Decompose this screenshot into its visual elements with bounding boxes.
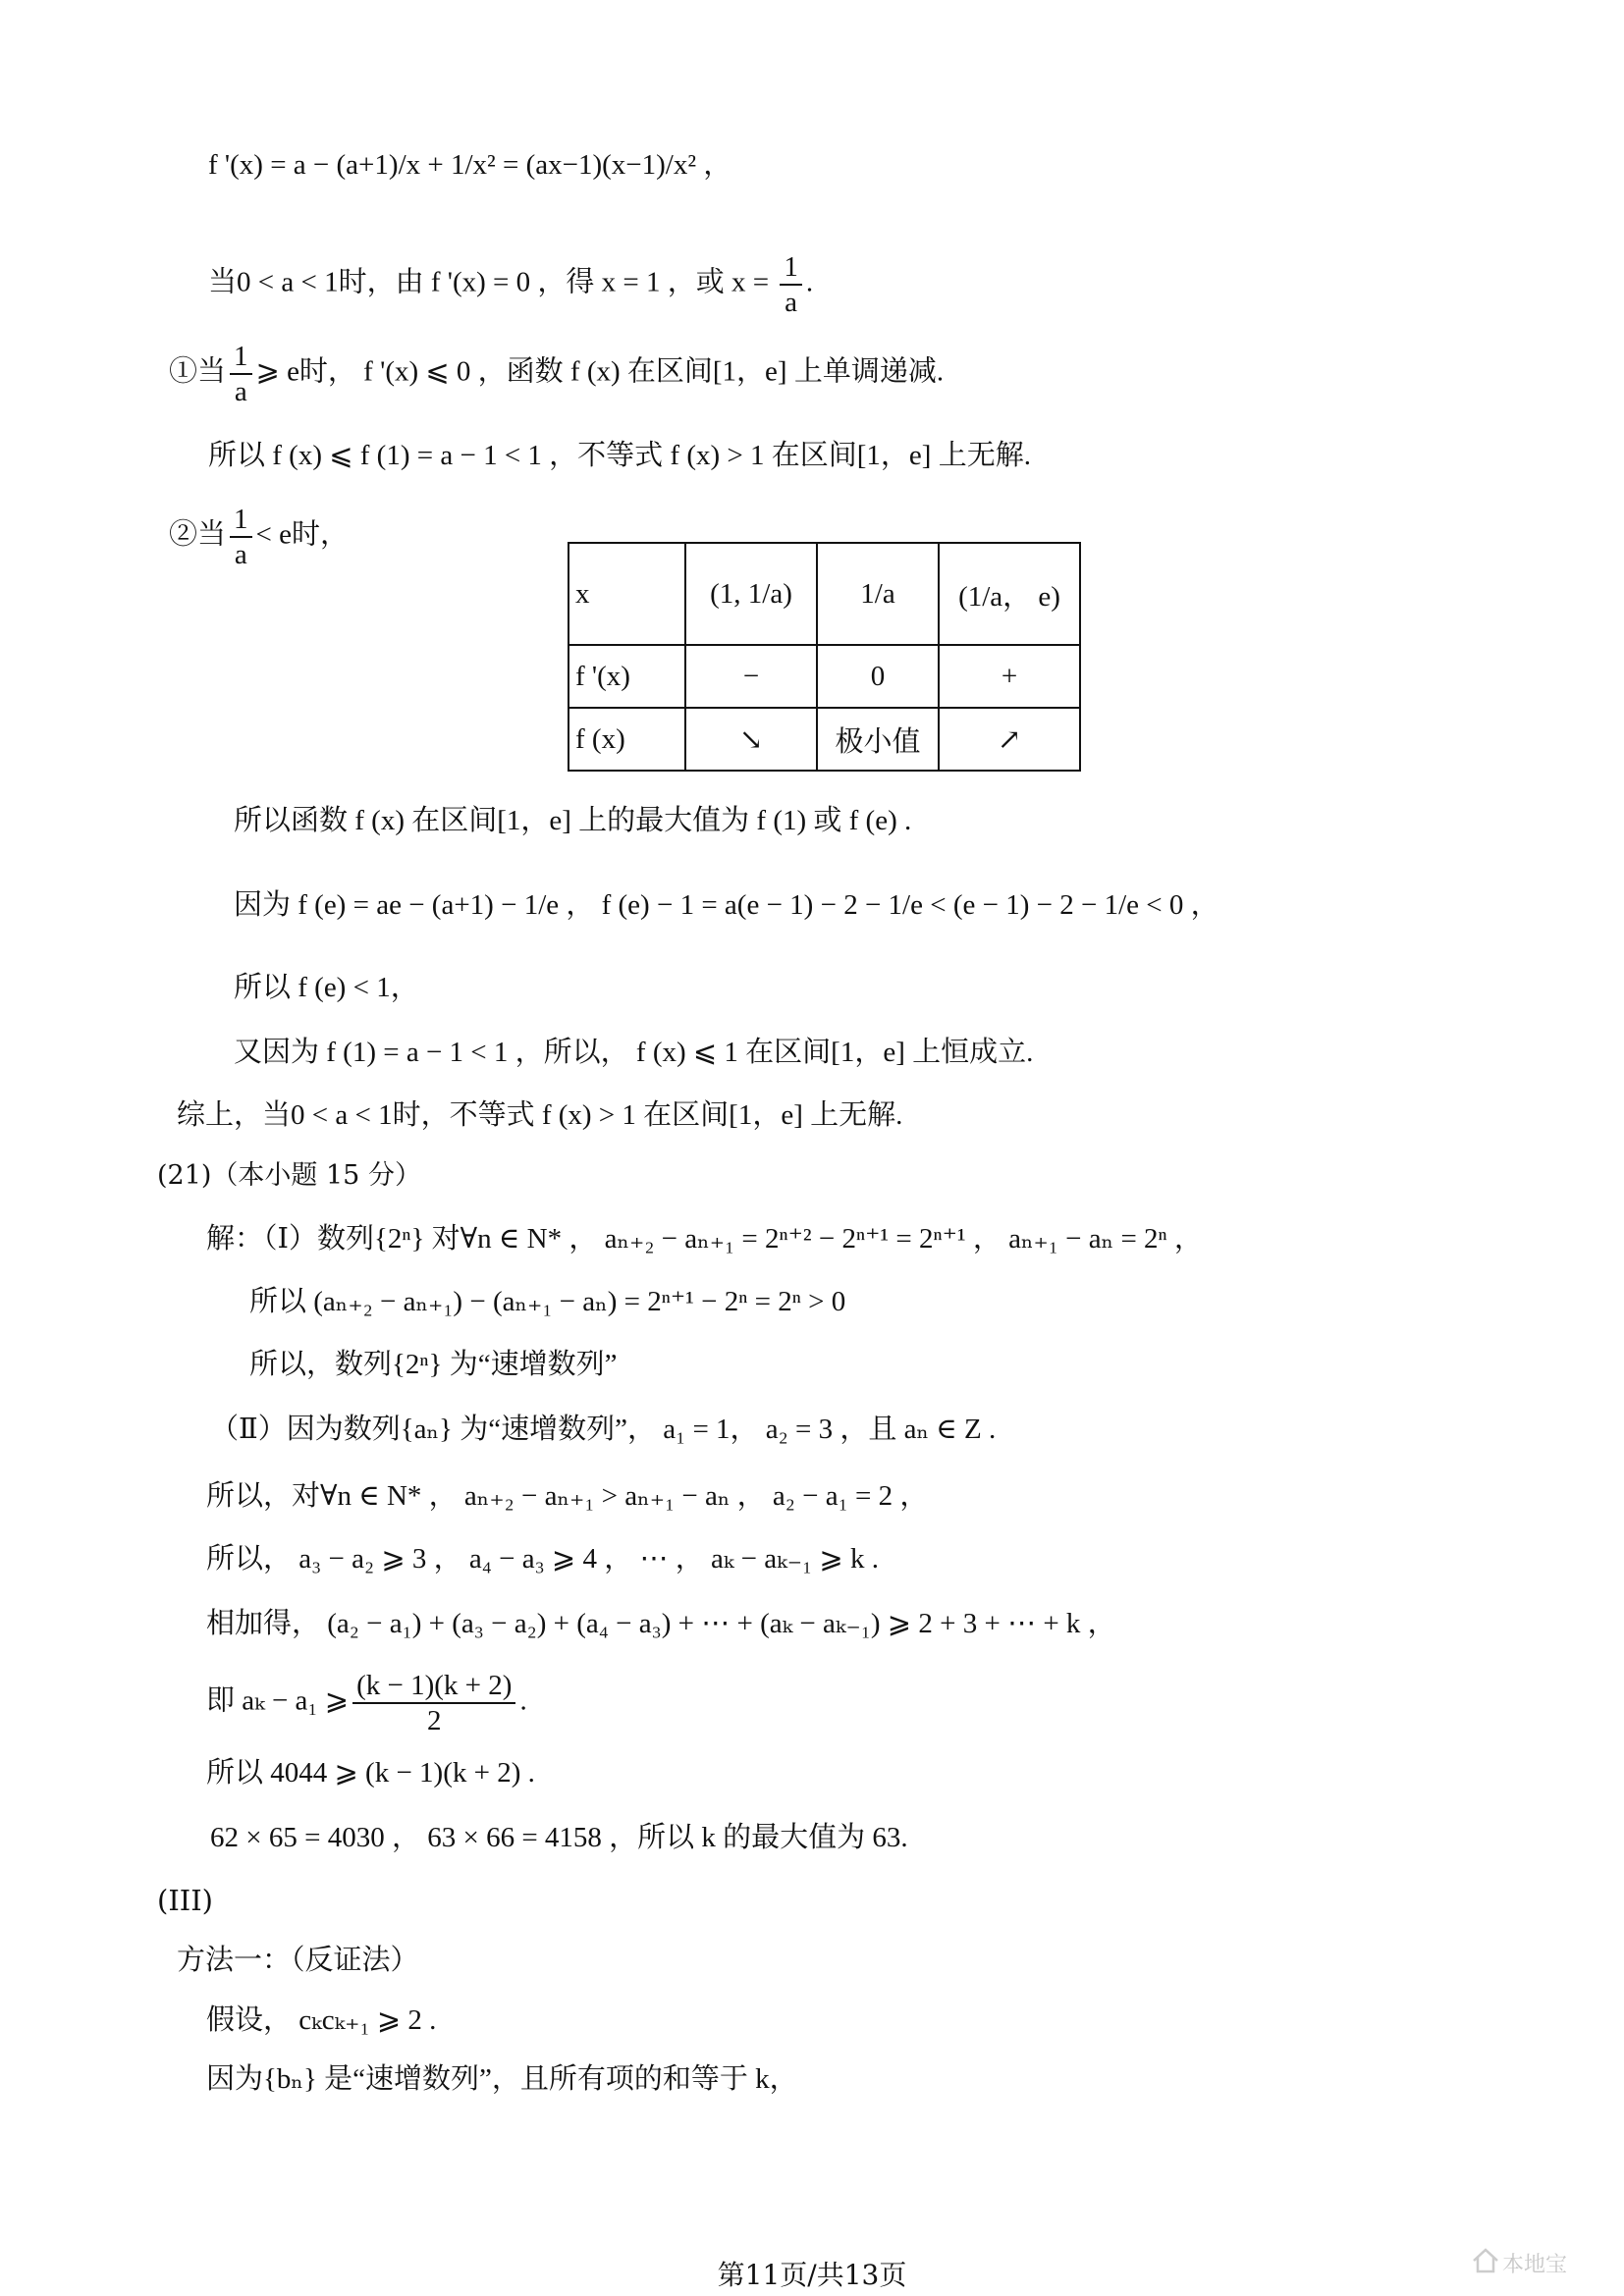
critical-points-text: 当0 < a < 1时，由 f '(x) = 0 ，得 x = 1 ，或 x =	[208, 266, 777, 298]
method-one-heading: 方法一：（反证法）	[177, 1943, 419, 1976]
frac-num: (k − 1)(k + 2)	[352, 1669, 515, 1704]
critical-points-line	[208, 250, 813, 319]
derivative-formula: f '(x) = a − (a+1)/x + 1/x² = (ax−1)(x−1)/x² ，	[208, 149, 732, 181]
watermark-house-icon	[1471, 2246, 1500, 2275]
case-2-prefix: ②当	[169, 518, 227, 551]
solution-part-1-line: 解：（Ⅰ）数列{2ⁿ} 对∀n ∈ N* ， aₙ₊₂ − aₙ₊₁ = 2ⁿ⁺² − 2ⁿ⁺¹ = 2ⁿ⁺¹ ， aₙ₊₁ − aₙ = 2ⁿ ，	[206, 1223, 1203, 1255]
frac-den: 2	[427, 1705, 442, 1736]
f1-line: 又因为 f (1) = a − 1 < 1 ，所以， f (x) ⩽ 1 在区间[1，e] 上恒成立.	[234, 1037, 1034, 1068]
case-2-line	[169, 503, 349, 571]
period: .	[519, 1684, 527, 1717]
monotonicity-table	[568, 542, 1081, 772]
solution-part-2-sum: 相加得， (a₂ − a₁) + (a₃ − a₂) + (a₄ − a₃) + ⋯ + (aₖ − aₖ₋₁) ⩾ 2 + 3 + ⋯ + k ，	[206, 1608, 1116, 1639]
watermark-text: 本地宝	[1502, 2253, 1568, 2277]
solution-part-2-condition: 所以，对∀n ∈ N* ， aₙ₊₂ − aₙ₊₁ > aₙ₊₁ − aₙ ， a₂ − a₁ = 2 ，	[206, 1480, 929, 1512]
question-21-heading: (21)（本小题 15 分）	[157, 1160, 421, 1191]
max-value-line: 所以函数 f (x) 在区间[1，e] 上的最大值为 f (1) 或 f (e) .	[234, 805, 912, 836]
solution-part-1-conclusion: 所以，数列{2ⁿ} 为“速增数列”	[249, 1349, 618, 1380]
solution-part-3-heading: (III)	[157, 1884, 213, 1917]
fraction-one-over-a	[230, 340, 252, 408]
frac-den: a	[234, 376, 247, 407]
fraction-one-over-a	[780, 250, 802, 319]
table-cell-f-1: ↘	[685, 708, 817, 771]
solution-part-2-fraction-line	[206, 1669, 527, 1737]
fe-compare-line: 因为 f (e) = ae − (a+1) − 1/e ， f (e) − 1 = a(e − 1) − 2 − 1/e < (e − 1) − 2 − 1/e < 0 ，	[234, 889, 1219, 921]
sequence-b-line: 因为{bₙ} 是“速增数列”，且所有项的和等于 k，	[206, 2063, 798, 2095]
solution-part-2-intro: （Ⅱ）因为数列{aₙ} 为“速增数列”， a₁ = 1， a₂ = 3 ，且 aₙ ∈ Z .	[210, 1414, 997, 1445]
solution-part-2-bound: 所以 4044 ⩾ (k − 1)(k + 2) .	[206, 1757, 535, 1789]
assumption-line: 假设， cₖcₖ₊₁ ⩾ 2 .	[206, 2004, 437, 2036]
frac-num: 1	[230, 503, 252, 538]
frac-den: a	[234, 539, 247, 570]
ak-minus-a1-text: 即 aₖ − a₁ ⩾	[206, 1684, 350, 1717]
solution-part-2-max-k: 62 × 65 = 4030 ， 63 × 66 = 4158 ，所以 k 的最大值为 63.	[210, 1822, 908, 1853]
solution-part-2-inequalities: 所以， a₃ − a₂ ⩾ 3 ， a₄ − a₃ ⩾ 4 ， ⋯ ， aₖ − aₖ₋₁ ⩾ k .	[206, 1543, 879, 1575]
solution-part-1-diff: 所以 (aₙ₊₂ − aₙ₊₁) − (aₙ₊₁ − aₙ) = 2ⁿ⁺¹ − 2ⁿ = 2ⁿ > 0	[249, 1286, 846, 1317]
case-2-text: < e时，	[255, 518, 349, 551]
table-cell-fprime-1: −	[685, 645, 817, 708]
table-header-x: x	[568, 543, 685, 645]
fe-less-one-line: 所以 f (e) < 1，	[234, 972, 419, 1003]
table-cell-f-2: 极小值	[817, 708, 939, 771]
summary-line: 综上，当0 < a < 1时，不等式 f (x) > 1 在区间[1，e] 上无解.	[177, 1099, 903, 1131]
table-cell-fprime-2: 0	[817, 645, 939, 708]
table-header-interval-1: (1, 1/a)	[685, 543, 817, 645]
fraction-k-terms	[352, 1669, 515, 1737]
table-row-fprime-label: f '(x)	[568, 645, 685, 708]
case-1-text: ⩾ e时， f '(x) ⩽ 0 ，函数 f (x) 在区间[1，e] 上单调递减.	[255, 355, 945, 388]
table-row-f-label: f (x)	[568, 708, 685, 771]
frac-num: 1	[230, 340, 252, 375]
table-cell-f-3: ↗	[939, 708, 1080, 771]
frac-den: a	[785, 287, 798, 318]
page-footer: 第11页/共13页	[717, 2259, 907, 2291]
case-1-conclusion: 所以 f (x) ⩽ f (1) = a − 1 < 1 ，不等式 f (x) > 1 在区间[1，e] 上无解.	[208, 440, 1031, 471]
table-cell-fprime-3: +	[939, 645, 1080, 708]
case-1-prefix: ①当	[169, 355, 227, 388]
table-header-critical: 1/a	[817, 543, 939, 645]
fraction-one-over-a	[230, 503, 252, 571]
frac-num: 1	[780, 250, 802, 286]
period: .	[805, 266, 814, 298]
table-header-interval-2: (1/a， e)	[939, 543, 1080, 645]
case-1-line	[169, 340, 944, 408]
